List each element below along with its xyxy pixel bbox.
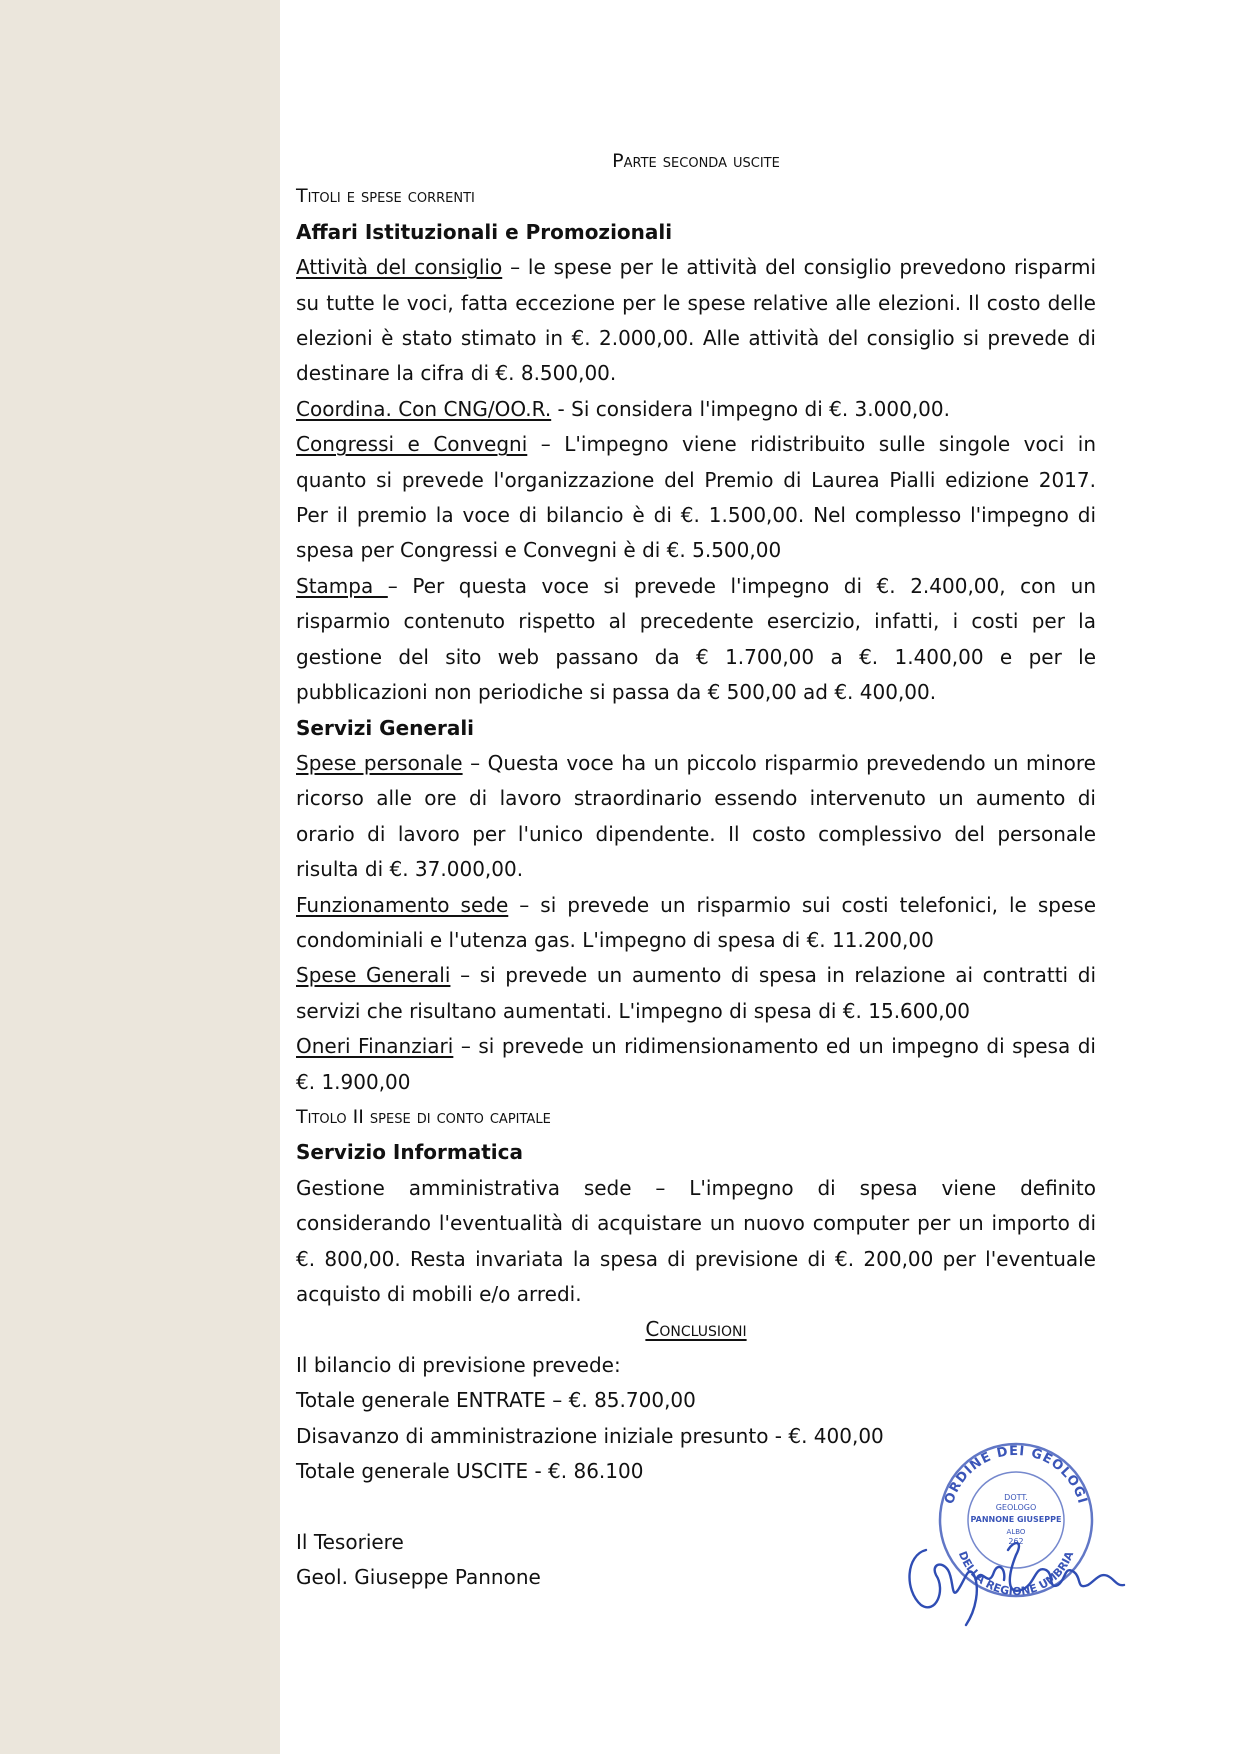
left-margin-strip — [0, 0, 280, 1754]
term-oneri: Oneri Finanziari — [296, 1034, 454, 1059]
signature-name: Geol. Giuseppe Pannone — [296, 1565, 541, 1590]
term-attivita: Attività del consiglio — [296, 255, 503, 280]
stamp-inner-name: PANNONE GIUSEPPE — [970, 1515, 1062, 1524]
text-stampa: – Per questa voce si prevede l'impegno di €. 2.400,00, con un risparmio contenuto rispetto al precedente esercizio, infatti, i costi per la gestione del sito web passano da € 1.700,00 a €. 1.400,00 e per le pubblicazioni non periodiche si passa da € 500,00 ad €. 400,00. — [296, 573, 1096, 705]
titolo-spese-correnti: Titoli e spese correnti — [296, 185, 475, 208]
titolo-conto-capitale: Titolo II spese di conto capitale — [296, 1105, 551, 1128]
paragraph-personale — [296, 746, 1096, 888]
term-congressi: Congressi e Convegni — [296, 432, 528, 457]
section-title: Parte seconda uscite — [612, 150, 780, 172]
stamp-inner-3: ALBO — [1006, 1528, 1026, 1536]
text-sede: – si prevede un risparmio sui costi telefonici, le spese condominiali e l'utenza gas. L'impegno di spesa di €. 11.200,00 — [296, 892, 1097, 952]
conclusioni-title: Conclusioni — [645, 1317, 747, 1342]
paragraph-stampa — [296, 569, 1096, 711]
paragraph-congressi — [296, 427, 1096, 569]
stamp-inner-4: 262 — [1008, 1537, 1024, 1546]
signature-role: Il Tesoriere — [296, 1529, 404, 1554]
conclusioni-intro: Il bilancio di previsione prevede: — [296, 1352, 621, 1377]
term-personale: Spese personale — [296, 750, 463, 775]
heading-informatica: Servizio Informatica — [296, 1140, 524, 1165]
term-sede: Funzionamento sede — [296, 892, 509, 917]
paragraph-coordina — [296, 392, 1096, 427]
paragraph-sede — [296, 888, 1096, 959]
text-personale: – Questa voce ha un piccolo risparmio prevedendo un minore ricorso alle ore di lavoro straordinario essendo intervenuto un aumento di orario di lavoro per l'unico dipendente. Il costo complessivo del personale risulta di €. 37.000,00. — [296, 750, 1096, 882]
paragraph-generali — [296, 958, 1096, 1029]
text-coordina: - Si considera l'impegno di €. 3.000,00. — [551, 396, 950, 421]
stamp-text-bottom: DELLA REGIONE UMBRIA — [955, 1549, 1077, 1599]
paragraph-attivita — [296, 250, 1096, 392]
heading-affari: Affari Istituzionali e Promozionali — [296, 219, 673, 244]
stamp-text-top: ORDINE DEI GEOLOGI — [942, 1443, 1090, 1507]
totale-uscite: Totale generale USCITE - €. 86.100 — [296, 1459, 644, 1484]
disavanzo: Disavanzo di amministrazione iniziale presunto - €. 400,00 — [296, 1423, 884, 1448]
stamp-inner-1: DOTT. — [1004, 1493, 1028, 1502]
paragraph-oneri — [296, 1029, 1096, 1100]
term-coordina: Coordina. Con CNG/OO.R. — [296, 396, 552, 421]
handwritten-signature — [910, 1543, 1124, 1625]
text-attivita: – le spese per le attività del consiglio prevedono risparmi su tutte le voci, fatta eccezione per le spese relative alle elezioni. Il costo delle elezioni è stato stimato in €. 2.000,00. Alle attività del consiglio si prevede di destinare la cifra di €. 8.500,00. — [296, 255, 1097, 386]
stamp-inner-2: GEOLOGO — [995, 1503, 1037, 1512]
term-generali: Spese Generali — [296, 963, 451, 988]
text-oneri: – si prevede un ridimensionamento ed un impegno di spesa di €. 1.900,00 — [296, 1034, 1096, 1094]
heading-servizi: Servizi Generali — [296, 715, 475, 740]
paragraph-informatica: Gestione amministrativa sede – L'impegno di spesa viene definito considerando l'eventualità di acquistare un nuovo computer per un importo di €. 800,00. Resta invariata la spesa di previsione di €. 200,00 per l'eventuale acquisto di mobili e/o arredi. — [296, 1175, 1096, 1306]
stamp-and-signature — [896, 1440, 1126, 1640]
totale-entrate: Totale generale ENTRATE – €. 85.700,00 — [296, 1388, 696, 1413]
term-stampa: Stampa — [296, 573, 388, 598]
document-body — [296, 144, 1097, 1599]
text-generali: – si prevede un aumento di spesa in relazione ai contratti di servizi che risultano aumentati. L'impegno di spesa di €. 15.600,00 — [296, 963, 1096, 1023]
text-congressi: – L'impegno viene ridistribuito sulle singole voci in quanto si prevede l'organizzazione del Premio di Laurea Pialli edizione 2017. Per il premio la voce di bilancio è di €. 1.500,00. Nel complesso l'impegno di spesa per Congressi e Convegni è di €. 5.500,00 — [296, 432, 1096, 563]
conclusioni-title-row — [296, 1312, 1096, 1347]
